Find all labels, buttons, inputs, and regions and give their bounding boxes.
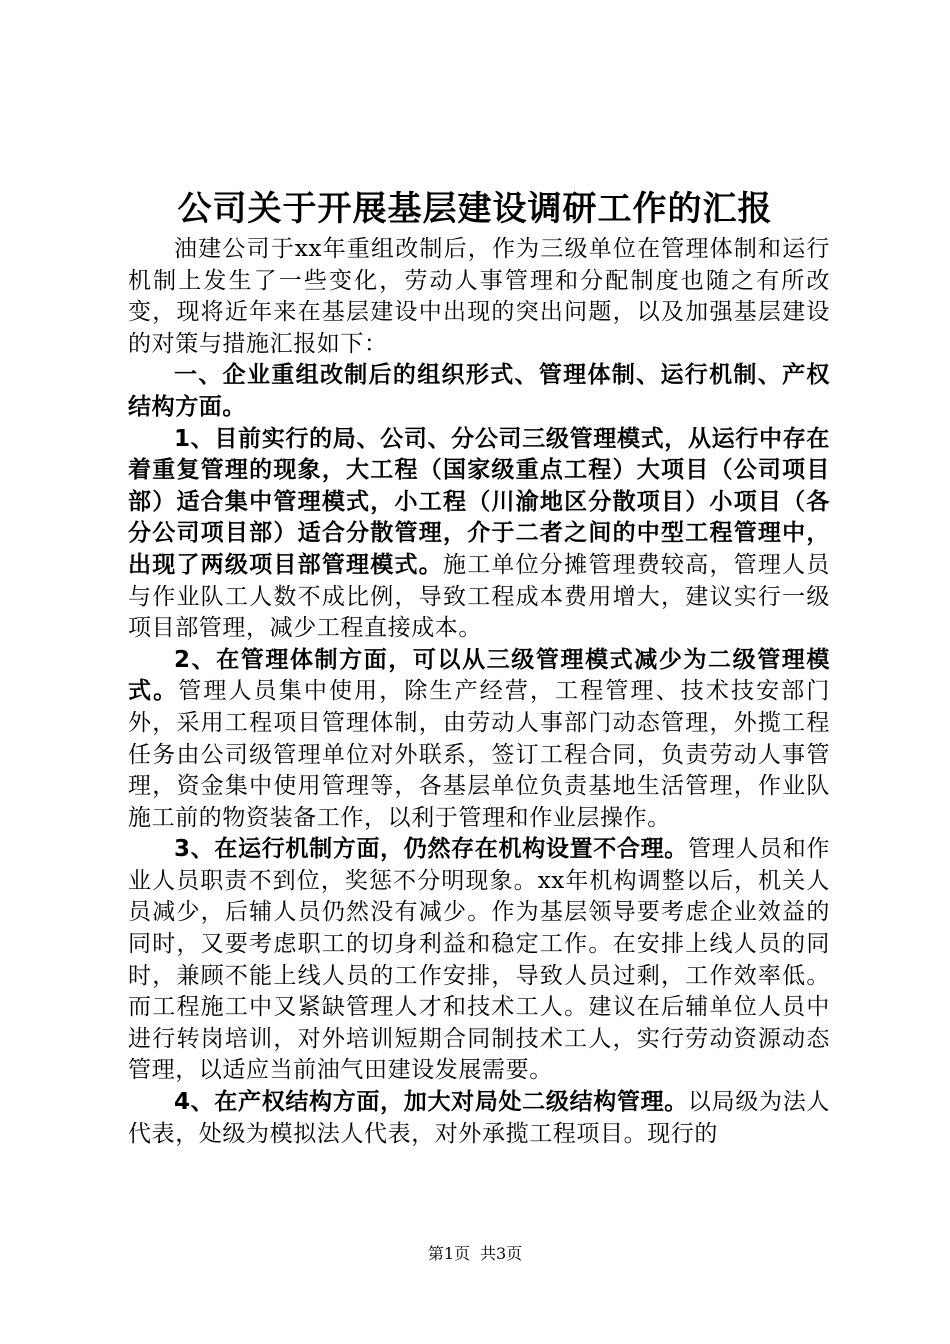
paragraph-item-2 xyxy=(128,645,830,835)
section-heading-1 xyxy=(128,360,830,423)
paragraph-text: 管理人员和作业人员职责不到位，奖惩不分明现象。xx年机构调整以后，机关人员减少，后辅人员仍然没有减少。作为基层领导要考虑企业效益的同时，又要考虑职工的切身利益和稳定工作。在安排上线人员的同时，兼顾不能上线人员的工作安排，导致人员过剩，工作效率低。而工程施工中又紧缺管理人才和技术工人。建议在后辅单位人员中进行转岗培训，对外培训短期合同制技术工人，实行劳动资源动态管理，以适应当前油气田建设发展需要。 xyxy=(128,836,830,1084)
paragraph-text: 施工单位分摊管理费较高，管理人员与作业队工人数不成比例，导致工程成本费用增大，建议实行一级项目部管理，减少工程直接成本。 xyxy=(128,551,830,642)
paragraph-lead: 3、在运行机制方面，仍然存在机构设置不合理。 xyxy=(174,836,688,863)
paragraph-text: 油建公司于xx年重组改制后，作为三级单位在管理体制和运行机制上发生了一些变化，劳动人事管理和分配制度也随之有所改变，现将近年来在基层建设中出现的突出问题，以及加强基层建设的对策与措施汇报如下： xyxy=(128,236,830,357)
paragraph-item-3 xyxy=(128,834,830,1087)
paragraph-lead: 1、目前实行的局、公司、分公司三级管理模式，从运行中存在着重复管理的现象，大工程（国家级重点工程）大项目（公司项目部）适合集中管理模式，小工程（川渝地区分散项目）小项目（各分公司项目部）适合分散管理，介于二者之间的中型工程管理中，出现了两级项目部管理模式。 xyxy=(128,425,830,578)
paragraph-text: 管理人员集中使用，除生产经营，工程管理、技术技安部门外，采用工程项目管理体制，由劳动人事部门动态管理，外揽工程任务由公司级管理单位对外联系，签订工程合同，负责劳动人事管理，资金集中使用管理等，各基层单位负责基地生活管理，作业队施工前的物资装备工作，以利于管理和作业层操作。 xyxy=(128,678,831,831)
document-body xyxy=(128,234,830,1150)
paragraph-item-1 xyxy=(128,424,830,645)
paragraph-item-4 xyxy=(128,1087,830,1150)
page-footer xyxy=(0,1242,950,1266)
paragraph-lead: 一、企业重组改制后的组织形式、管理体制、运行机制、产权结构方面。 xyxy=(128,362,830,420)
paragraph-intro xyxy=(128,234,830,360)
page-number: 第1页 xyxy=(427,1244,470,1263)
paragraph-text: 以局级为法人代表，处级为模拟法人代表，对外承揽工程项目。现行的 xyxy=(128,1089,830,1147)
page-total: 共3页 xyxy=(480,1244,523,1263)
paragraph-lead: 4、在产权结构方面，加大对局处二级结构管理。 xyxy=(174,1089,688,1116)
document-title: 公司关于开展基层建设调研工作的汇报 xyxy=(177,189,773,229)
paragraph-lead: 2、在管理体制方面，可以从三级管理模式减少为二级管理模式。 xyxy=(128,646,830,705)
